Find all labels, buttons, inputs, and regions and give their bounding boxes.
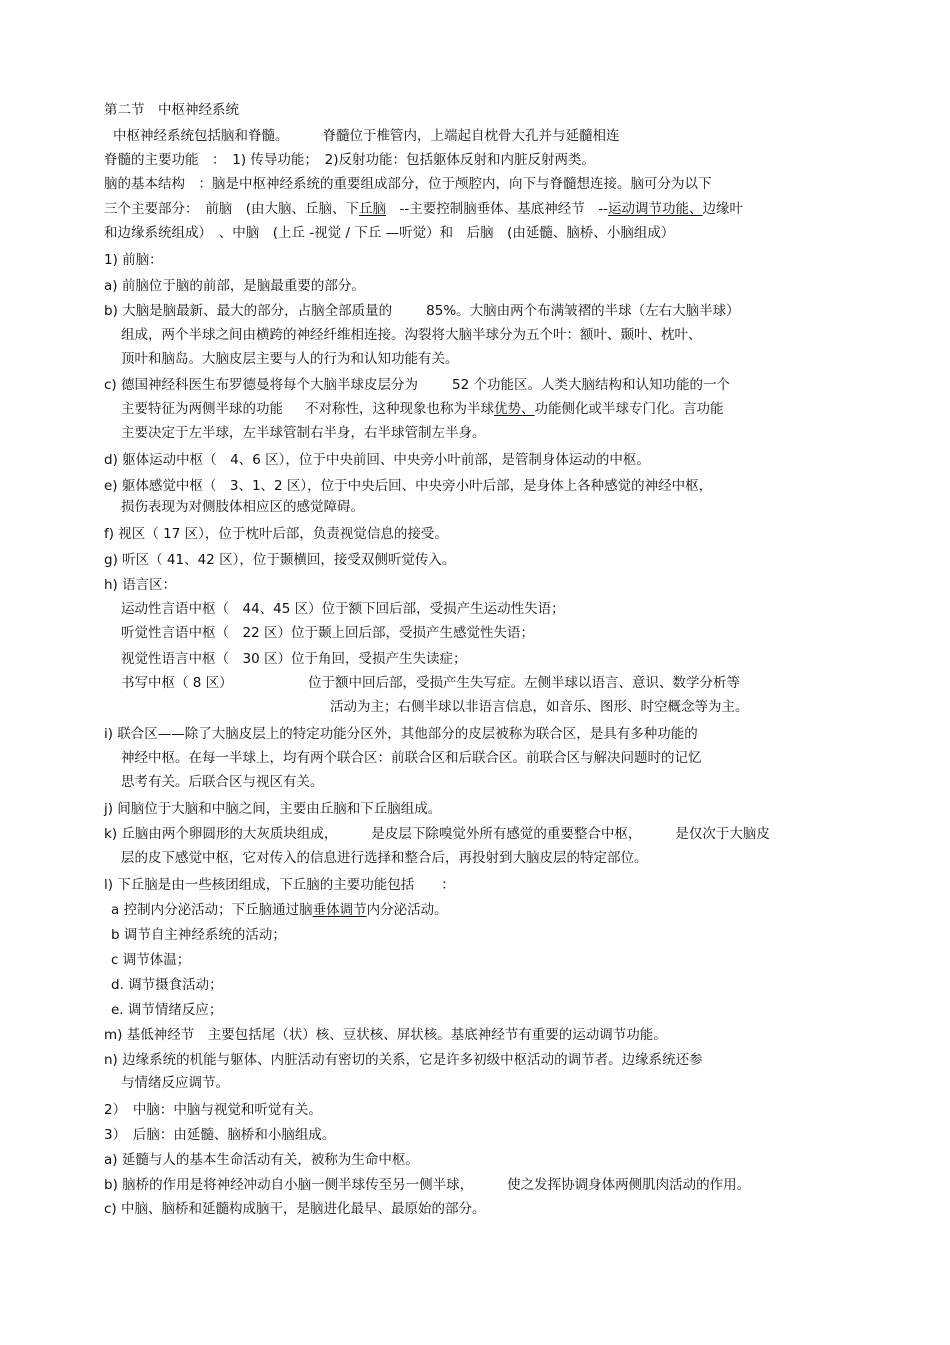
text-span: ，这种现象也称为半球 [359, 401, 494, 417]
hindbrain-item-c: c) 中脑、脑桥和延髓构成脑干，是脑进化最早、最原始的部分。 [104, 1201, 486, 1217]
text-span: b) 脑桥的作用是将神经冲动自小脑一侧半球传至另一侧半球， [104, 1177, 474, 1193]
item-l-d: d. 调节摄食活动； [111, 977, 223, 993]
item-l-b: b 调节自主神经系统的活动； [111, 927, 286, 943]
item-c-line-1 [104, 376, 730, 394]
item-l-e: e. 调节情绪反应； [111, 1002, 223, 1018]
text-span: 脊髓位于椎管内，上端起自枕骨大孔并与延髓相连 [322, 128, 620, 144]
heading-hindbrain: 3） 后脑：由延髓、脑桥和小脑组成。 [104, 1127, 336, 1143]
item-c-line-3: 主要决定于左半球，左半球管制右半身，右半球管制左半身。 [121, 425, 486, 441]
item-h-line-4b: 位于额中回后部，受损产生失写症。左侧半球以语言、意识、数学分析等 [308, 675, 740, 691]
item-d: d) 躯体运动中枢（ 4、6 区），位于中央前回、中央旁小叶前部，是管制身体运动的中枢。 [104, 452, 650, 468]
underlined-text: 优势、 [494, 401, 535, 417]
item-h-line-5: 活动为主；右侧半球以非语言信息，如音乐、图形、时空概念等为主。 [330, 699, 749, 715]
text-span: 中枢神经系统包括脑和脊髓。 [113, 128, 289, 144]
item-l-c: c 调节体温； [111, 952, 191, 968]
intro-line-4 [104, 200, 743, 218]
item-c-line-2 [121, 400, 724, 418]
item-h-line-1: 运动性言语中枢（ 44、45 区）位于额下回后部，受损产生运动性失语； [121, 601, 565, 617]
item-l-a [111, 901, 448, 919]
item-a: a) 前脑位于脑的前部，是脑最重要的部分。 [104, 278, 365, 294]
text-span: 功能侧化或半球专门化。言功能 [534, 401, 724, 417]
heading-forebrain: 1) 前脑： [104, 252, 163, 268]
text-span: --主要控制脑垂体、基底神经节 -- [386, 201, 609, 217]
text-span: 85%。大脑由两个布满皱褶的半球（左右大脑半球） [426, 303, 740, 319]
item-h: h) 语言区： [104, 577, 177, 593]
text-span: b) 大脑是脑最新、最大的部分，占脑全部质量的 [104, 303, 393, 319]
text-span: 内分泌活动。 [366, 902, 448, 918]
item-f: f) 视区（ 17 区），位于枕叶后部，负责视觉信息的接受。 [104, 526, 448, 542]
text-span: 是仅次于大脑皮 [675, 826, 770, 842]
intro-line-3: 脑的基本结构 ：脑是中枢神经系统的重要组成部分，位于颅腔内，向下与脊髓想连接。脑可分为以下 [104, 176, 712, 192]
item-j: j) 间脑位于大脑和中脑之间，主要由丘脑和下丘脑组成。 [104, 801, 442, 817]
item-h-line-2: 听觉性言语中枢（ 22 区）位于颞上回后部，受损产生感觉性失语； [121, 625, 534, 641]
item-h-line-3: 视觉性语言中枢（ 30 区）位于角回，受损产生失读症； [121, 651, 467, 667]
underlined-text: 运动调节功能、 [608, 201, 703, 217]
item-g: g) 听区（ 41、42 区），位于颞横回，接受双侧听觉传入。 [104, 552, 456, 568]
text-span: 三个主要部分： 前脑 (由大脑、丘脑、下 [104, 201, 360, 217]
text-span: 不对称性 [305, 401, 359, 417]
item-m: m) 基低神经节 主要包括尾（状）核、豆状核、屏状核。基底神经节有重要的运动调节功能。 [104, 1027, 667, 1043]
intro-line-2: 脊髓的主要功能 ： 1) 传导功能； 2)反射功能：包括躯体反射和内脏反射两类。 [104, 152, 596, 168]
item-b-line-2: 组成，两个半球之间由横跨的神经纤维相连接。沟裂将大脑半球分为五个叶：额叶、颞叶、枕叶、 [121, 327, 702, 343]
item-e-line-2: 损伤表现为对侧肢体相应区的感觉障碍。 [121, 499, 364, 515]
item-n-line-2: 与情绪反应调节。 [121, 1075, 229, 1091]
hindbrain-item-a: a) 延髓与人的基本生命活动有关，被称为生命中枢。 [104, 1152, 419, 1168]
item-b-line-1 [104, 302, 740, 320]
item-i-line-3: 思考有关。后联合区与视区有关。 [121, 774, 324, 790]
item-e-line-1: e) 躯体感觉中枢（ 3、1、2 区），位于中央后回、中央旁小叶后部，是身体上各种感觉的神经中枢， [104, 478, 713, 494]
heading-midbrain: 2） 中脑：中脑与视觉和听觉有关。 [104, 1102, 322, 1118]
text-span: a 控制内分泌活动；下丘脑通过脑 [111, 902, 313, 918]
text-span: c) 德国神经科医生布罗德曼将每个大脑半球皮层分为 [104, 377, 418, 393]
underlined-text: 丘脑 [359, 201, 387, 217]
text-span: 使之发挥协调身体两侧肌肉活动的作用。 [507, 1177, 751, 1193]
item-l: l) 下丘脑是由一些核团组成，下丘脑的主要功能包括 ： [104, 877, 455, 893]
text-span: 主要特征为两侧半球的功能 [121, 401, 283, 417]
section-title: 第二节 中枢神经系统 [104, 102, 239, 118]
item-i-line-1: i) 联合区——除了大脑皮层上的特定功能分区外，其他部分的皮层被称为联合区，是具有多种功能的 [104, 726, 698, 742]
hindbrain-item-b [104, 1176, 750, 1194]
intro-line-5: 和边缘系统组成） 、中脑 (上丘 -视觉 / 下丘 —听觉）和 后脑 (由延髓、脑桥、小脑组成） [104, 225, 675, 241]
text-span: 52 个功能区。人类大脑结构和认知功能的一个 [451, 377, 730, 393]
text-span: 边缘叶 [702, 201, 744, 217]
underlined-text: 垂体调节 [312, 902, 367, 918]
item-k-line-2: 层的皮下感觉中枢，它对传入的信息进行选择和整合后，再投射到大脑皮层的特定部位。 [121, 850, 648, 866]
item-i-line-2: 神经中枢。在每一半球上，均有两个联合区：前联合区和后联合区。前联合区与解决问题时的记忆 [121, 750, 702, 766]
intro-line-1 [113, 127, 620, 145]
item-h-line-4: 书写中枢（ 8 区） [121, 675, 233, 691]
text-span: k) 丘脑由两个卵圆形的大灰质块组成， [104, 826, 338, 842]
item-b-line-3: 顶叶和脑岛。大脑皮层主要与人的行为和认知功能有关。 [121, 351, 459, 367]
item-k-line-1 [104, 825, 770, 843]
text-span: 是皮层下除嗅觉外所有感觉的重要整合中枢， [371, 826, 642, 842]
item-n-line-1: n) 边缘系统的机能与躯体、内脏活动有密切的关系，它是许多初级中枢活动的调节者。边缘系统还参 [104, 1052, 703, 1068]
